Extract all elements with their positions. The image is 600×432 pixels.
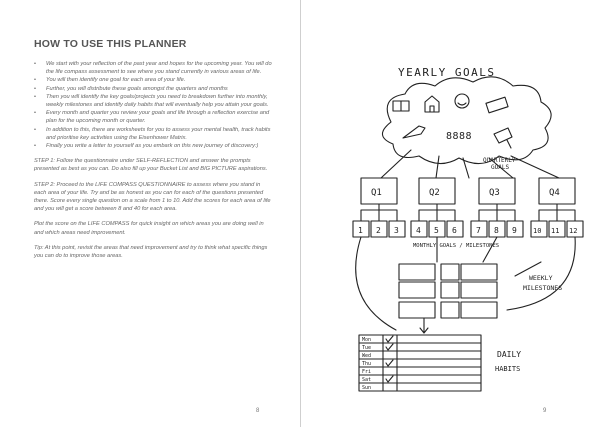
quarter-branch [479, 204, 515, 221]
money-icon [486, 97, 508, 113]
connector-arrow [483, 237, 497, 262]
month-label: 11 [551, 227, 560, 235]
month-label: 9 [512, 226, 517, 235]
quarter-branch [419, 204, 455, 221]
month-label: 8 [494, 226, 499, 235]
check-mark [386, 344, 393, 350]
week-cell [461, 302, 497, 318]
check-mark [386, 336, 393, 342]
tip-paragraph: Tip: At this point, revisit the areas that need improvement and try to think what specific things you can do to improve those areas. [34, 244, 268, 260]
smiley-icon [455, 94, 469, 108]
day-label: Sun [362, 385, 372, 391]
month-label: 12 [569, 227, 578, 235]
day-label: Fri [362, 369, 372, 375]
bullet-item: • In addition to this, there are worksheets for you to assess your mental health, track habits and prioritise key activities using the Eisenhower Matrix. [34, 126, 274, 142]
weekly-label: WEEKLY [529, 274, 553, 282]
bullet-item: • Finally you write a letter to yourself as you embark on this new journey of discovery:) [34, 142, 274, 150]
month-label: 7 [476, 226, 481, 235]
daily-label: HABITS [495, 365, 521, 373]
daily-arrow [420, 318, 428, 333]
day-label: Mon [362, 337, 372, 343]
month-label: 3 [394, 226, 399, 235]
week-cell [461, 264, 497, 280]
day-label: Thu [362, 361, 372, 367]
bullet-item: • Then you will identify the key goals/projects you need to breakdown further into monthly, weekly milestones and identify daily habits that will eventually help you attain your goals. [34, 93, 274, 109]
month-label: 10 [533, 227, 542, 235]
quarterly-label: GOALS [491, 164, 510, 171]
step-1-paragraph: STEP 1: Follow the questionnaire under SELF-REFLECTION and answer the prompts presented as best as you can. Do also fill up your Bucket List and BIG PICTURE aspirations. [34, 158, 268, 173]
weekly-label: MILESTONES [523, 284, 563, 292]
bullet-item: • You will then identify one goal for each area of your life. [34, 76, 274, 84]
cloud-arrow [381, 150, 411, 178]
smiley-icon [458, 103, 466, 105]
page-number-right: 9 [543, 408, 547, 414]
week-cell [399, 264, 435, 280]
instructions-body [34, 60, 274, 260]
quarter-label: Q3 [489, 188, 500, 198]
week-cell [399, 302, 435, 318]
quarter-label: Q2 [429, 188, 440, 198]
bullet-item: • Further, you will distribute these goals amongst the quarters and months [34, 85, 274, 93]
month-label: 2 [376, 226, 381, 235]
cloud-arrow [436, 156, 439, 178]
goals-sketch [301, 0, 600, 427]
week-cell [441, 302, 459, 318]
cloud-arrow [511, 156, 559, 178]
quarterly-label: QUARTERLY [483, 157, 516, 164]
house-icon [425, 96, 439, 112]
daily-label: DAILY [497, 350, 522, 359]
goals-cloud [382, 77, 551, 164]
bullet-item: • Every month and quarter you review your goals and life through a reflection exercise and plan for the upcoming month or quarter. [34, 109, 274, 125]
month-label: 4 [416, 226, 421, 235]
quarter-label: Q1 [371, 188, 382, 198]
week-cell [441, 282, 459, 298]
quarter-branch [361, 204, 397, 221]
day-label: Tue [362, 345, 372, 351]
page-number-left: 8 [256, 408, 260, 414]
day-label: Wed [362, 353, 372, 359]
bullet-item: • We start with your reflection of the past year and hopes for the upcoming year. You will do the life compass assessment to see where you stand currently in various areas of life. [34, 60, 274, 76]
check-mark [386, 376, 393, 382]
month-label: 5 [434, 226, 439, 235]
week-cell [461, 282, 497, 298]
step-2-paragraph: STEP 2: Proceed to the LIFE COMPASS QUESTIONNAIRE to assess where you stand in each area of your life. Try and be as honest as you can for each of the questions presented there. Score every single question on a scale from 1 to 10. Add the scores for each area of life and you will get a score between 8 and 40 for each area. [34, 181, 271, 213]
certificate-icon [494, 128, 512, 148]
month-label: 6 [452, 226, 457, 235]
connector-curve [356, 237, 396, 330]
check-mark [386, 360, 393, 366]
left-page [0, 0, 300, 427]
plot-paragraph: Plot the score on the LIFE COMPASS for quick insight on which areas you are doing well in and which areas need improvement. [34, 221, 264, 236]
instruction-bullets [34, 60, 274, 150]
day-label: Sat [362, 377, 372, 383]
sketch-heading: YEARLY GOALS [398, 66, 496, 79]
quarter-branch [539, 204, 575, 221]
week-cell [399, 282, 435, 298]
week-cell [441, 264, 459, 280]
month-label: 1 [358, 226, 363, 235]
right-page [301, 0, 600, 427]
quarter-label: Q4 [549, 188, 560, 198]
plane-icon [403, 126, 425, 138]
page-title: HOW TO USE THIS PLANNER [34, 38, 187, 50]
monthly-label: MONTHLY GOALS / MILESTONES [413, 243, 500, 249]
cloud-symbols: 8888 [446, 131, 473, 142]
